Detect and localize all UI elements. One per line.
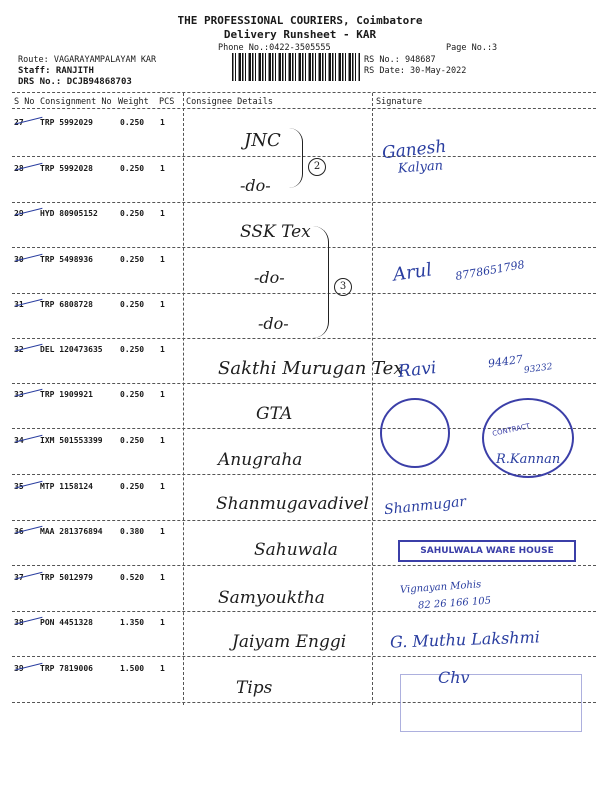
phone-note-1: 8778651798 xyxy=(454,258,526,283)
round-stamp-text: CONTRACT xyxy=(491,422,531,438)
row-sno: 36 xyxy=(14,527,24,536)
col-pcs: PCS xyxy=(159,97,175,107)
round-stamp xyxy=(380,398,450,468)
row-pcs: 1 xyxy=(160,527,165,536)
divider xyxy=(12,92,596,93)
phone-note-2b: 93232 xyxy=(523,362,554,376)
row-weight: 0.250 xyxy=(120,390,145,399)
row-pcs: 1 xyxy=(160,300,165,309)
row-consignment-no: TRP 1909921 xyxy=(40,390,93,399)
row-consignee: Samyouktha xyxy=(218,588,325,608)
row-pcs: 1 xyxy=(160,664,165,673)
row-divider xyxy=(12,383,596,384)
row-consignment-no: IXM 501553399 xyxy=(40,436,103,445)
row-sno: 34 xyxy=(14,436,24,445)
row-consignment-no: TRP 6808728 xyxy=(40,300,93,309)
row-weight: 0.250 xyxy=(120,209,145,218)
row-consignee: Sahuwala xyxy=(254,540,338,560)
row-consignee: -do- xyxy=(254,268,285,287)
faded-stamp xyxy=(400,674,582,732)
row-divider xyxy=(12,156,596,157)
col-sno: S No xyxy=(14,97,35,107)
row-weight: 1.350 xyxy=(120,618,145,627)
group-brace xyxy=(312,226,329,338)
row-consignee: Sakthi Murugan Tex xyxy=(218,358,404,379)
signature-tips: Chv xyxy=(438,668,470,687)
signature-anugraha: R.Kannan xyxy=(496,452,561,467)
row-pcs: 1 xyxy=(160,482,165,491)
row-weight: 0.250 xyxy=(120,255,145,264)
column-separator xyxy=(372,93,373,705)
row-pcs: 1 xyxy=(160,390,165,399)
rs-number: RS No.: 948687 xyxy=(364,55,436,65)
phone-note-3b: 82 26 166 105 xyxy=(417,595,492,612)
row-consignment-no: MTP 1158124 xyxy=(40,482,93,491)
row-consignee: Tips xyxy=(236,678,273,698)
row-consignment-no: MAA 281376894 xyxy=(40,527,103,536)
group-number-3: 3 xyxy=(334,278,352,296)
runsheet-subtitle: Delivery Runsheet - KAR xyxy=(223,28,377,41)
row-consignment-no: TRP 5992028 xyxy=(40,164,93,173)
row-sno: 35 xyxy=(14,482,24,491)
column-separator xyxy=(183,93,184,705)
warehouse-stamp: SAHULWALA WARE HOUSE xyxy=(398,540,576,562)
staff: Staff: RANJITH xyxy=(18,66,94,76)
row-weight: 0.250 xyxy=(120,482,145,491)
barcode xyxy=(232,53,360,81)
row-sno: 38 xyxy=(14,618,24,627)
row-sno: 33 xyxy=(14,390,24,399)
row-consignee: Jaiyam Enggi xyxy=(232,632,347,652)
row-weight: 0.380 xyxy=(120,527,145,536)
col-signature: Signature xyxy=(376,97,423,107)
phone-note-2a: 94427 xyxy=(487,352,524,371)
route: Route: VAGARAYAMPALAYAM KAR xyxy=(18,55,157,65)
signature-jaiyam: G. Muthu Lakshmi xyxy=(389,627,541,652)
signature-jnc-2: Kalyan xyxy=(397,158,444,177)
row-consignee: -do- xyxy=(258,314,289,333)
row-pcs: 1 xyxy=(160,209,165,218)
col-consignment: Consignment No xyxy=(40,97,112,107)
row-pcs: 1 xyxy=(160,573,165,582)
row-consignee: -do- xyxy=(240,176,271,195)
group-brace xyxy=(288,128,303,188)
phone-number: Phone No.:0422-3505555 xyxy=(218,43,331,53)
page-number: Page No.:3 xyxy=(446,43,498,53)
row-divider xyxy=(12,338,596,339)
row-divider xyxy=(12,656,596,657)
row-consignee: Shanmugavadivel xyxy=(216,494,369,514)
group-number-2: 2 xyxy=(308,158,326,176)
row-sno: 29 xyxy=(14,209,24,218)
col-consignee: Consignee Details xyxy=(186,97,273,107)
row-consignee: GTA xyxy=(256,404,293,424)
row-sno: 30 xyxy=(14,255,24,264)
signature-sakthi: Ravi xyxy=(397,358,438,382)
row-consignment-no: TRP 5012979 xyxy=(40,573,93,582)
row-consignment-no: TRP 5992029 xyxy=(40,118,93,127)
company-title: THE PROFESSIONAL COURIERS, Coimbatore xyxy=(177,14,423,27)
row-weight: 0.250 xyxy=(120,436,145,445)
row-weight: 0.250 xyxy=(120,300,145,309)
row-pcs: 1 xyxy=(160,618,165,627)
divider xyxy=(12,108,596,109)
drs-number: DRS No.: DCJB94868703 xyxy=(18,77,132,87)
row-pcs: 1 xyxy=(160,118,165,127)
row-consignment-no: DEL 120473635 xyxy=(40,345,103,354)
row-sno: 39 xyxy=(14,664,24,673)
row-weight: 0.250 xyxy=(120,164,145,173)
row-consignment-no: TRP 7819006 xyxy=(40,664,93,673)
row-divider xyxy=(12,247,596,248)
row-weight: 0.250 xyxy=(120,118,145,127)
row-divider xyxy=(12,520,596,521)
row-divider xyxy=(12,293,596,294)
row-weight: 1.500 xyxy=(120,664,145,673)
row-pcs: 1 xyxy=(160,345,165,354)
rs-date: RS Date: 30-May-2022 xyxy=(364,66,467,76)
signature-shanmugavadivel: Shanmugar xyxy=(383,493,467,519)
col-weight: Weight xyxy=(118,97,149,107)
row-sno: 27 xyxy=(14,118,24,127)
row-consignee: SSK Tex xyxy=(240,222,311,242)
row-divider xyxy=(12,565,596,566)
row-divider xyxy=(12,202,596,203)
row-sno: 28 xyxy=(14,164,24,173)
row-pcs: 1 xyxy=(160,164,165,173)
row-consignment-no: TRP 5498936 xyxy=(40,255,93,264)
row-sno: 31 xyxy=(14,300,24,309)
row-weight: 0.250 xyxy=(120,345,145,354)
row-pcs: 1 xyxy=(160,436,165,445)
row-consignment-no: HYD 80905152 xyxy=(40,209,98,218)
phone-note-3a: Vignayan Mohis xyxy=(399,579,482,596)
row-consignment-no: PON 4451328 xyxy=(40,618,93,627)
row-divider xyxy=(12,611,596,612)
row-consignee: JNC xyxy=(244,130,281,151)
row-sno: 37 xyxy=(14,573,24,582)
row-weight: 0.520 xyxy=(120,573,145,582)
row-consignee: Anugraha xyxy=(218,450,303,470)
row-pcs: 1 xyxy=(160,255,165,264)
signature-ssk: Arul xyxy=(391,259,434,286)
signature-jnc: Ganesh xyxy=(381,136,448,164)
row-sno: 32 xyxy=(14,345,24,354)
